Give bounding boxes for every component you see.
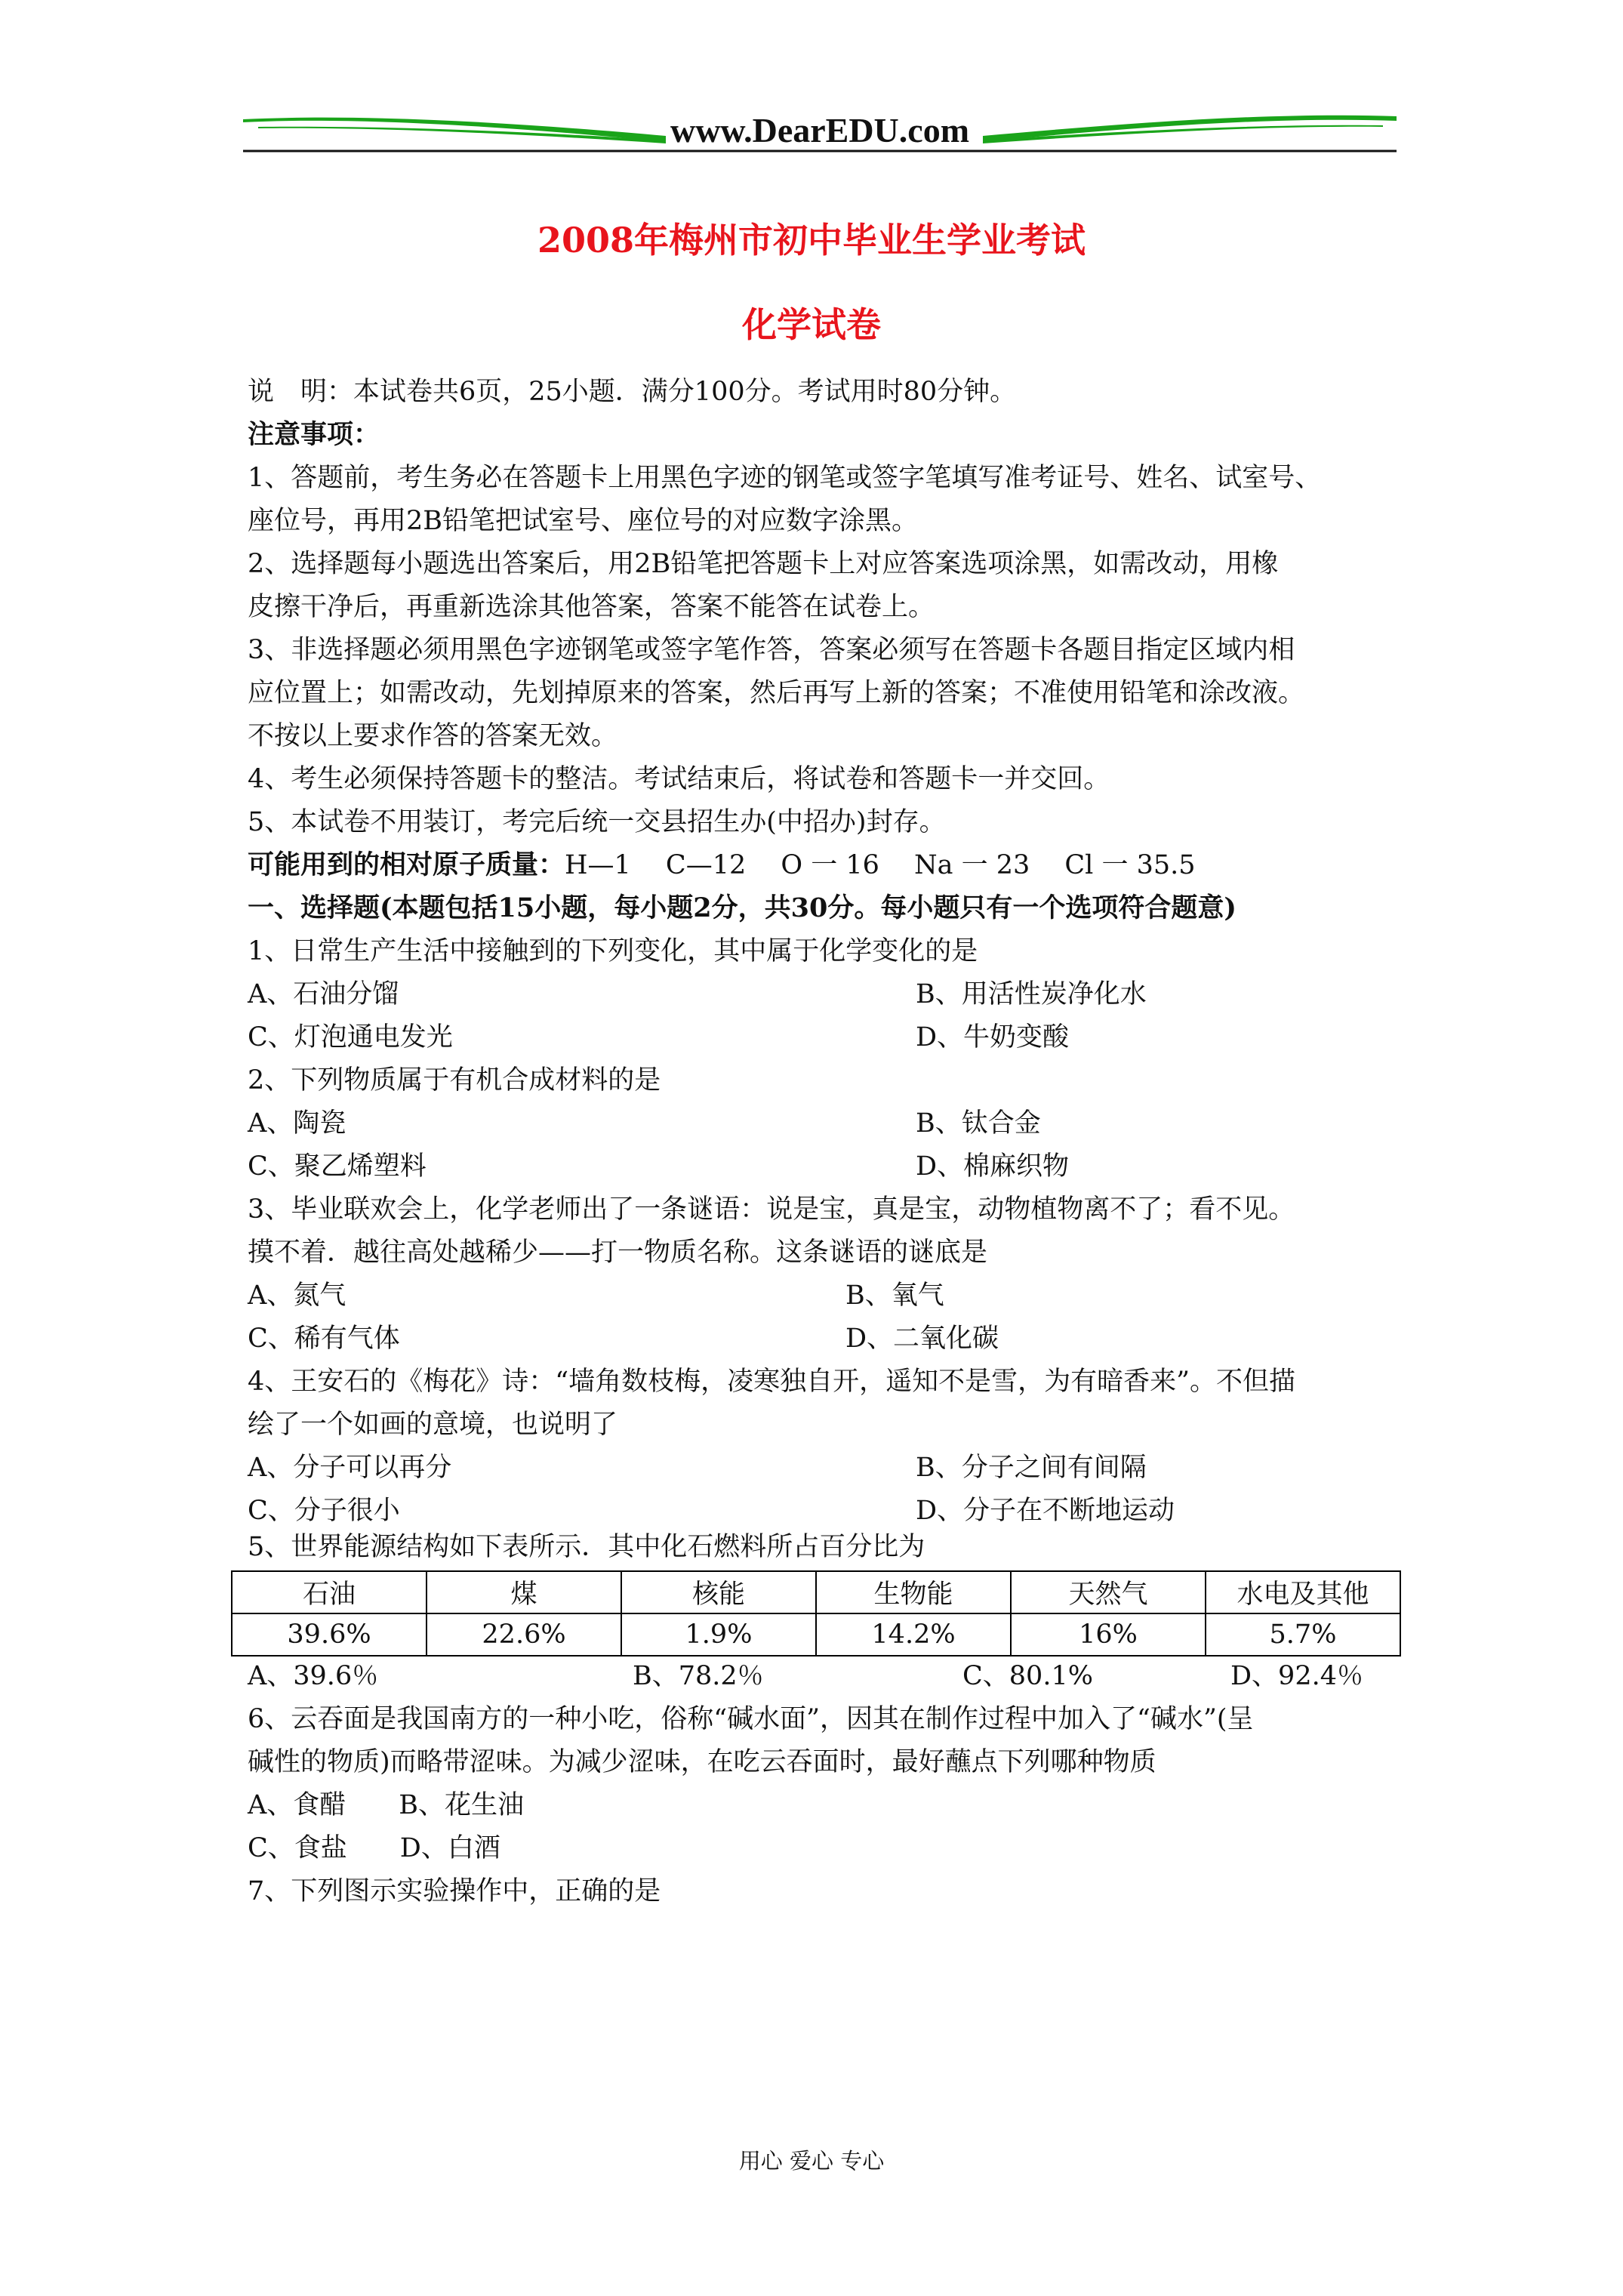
energy-structure-table: [231, 1570, 1401, 1657]
question-2-option-a: A、陶瓷: [248, 1108, 346, 1139]
table-header-row: [232, 1571, 1400, 1613]
question-2-option-d: D、棉麻织物: [916, 1151, 1070, 1182]
logo-swoosh-graphic: [243, 106, 1397, 159]
question-2-stem: 2、下列物质属于有机合成材料的是: [248, 1065, 661, 1096]
question-5-stem: 5、世界能源结构如下表所示．其中化石燃料所占百分比为: [248, 1532, 925, 1562]
question-6-options-ab: A、食醋 B、花生油: [248, 1790, 524, 1820]
question-3-option-a: A、氮气: [248, 1281, 346, 1311]
question-1-stem: 1、日常生产生活中接触到的下列变化，其中属于化学变化的是: [248, 936, 978, 966]
table-header-cell: 天然气: [1011, 1571, 1206, 1613]
atomic-mass-line: [248, 849, 1196, 882]
question-2-option-c: C、聚乙烯塑料: [248, 1151, 427, 1182]
table-cell: 1.9%: [621, 1613, 816, 1656]
question-2-option-b: B、钛合金: [916, 1108, 1041, 1139]
question-6-options-cd: C、食盐 D、白酒: [248, 1833, 500, 1863]
note-2-line-1: 2、选择题每小题选出答案后，用2B铅笔把答题卡上对应答案选项涂黑，如需改动，用橡: [248, 549, 1279, 579]
question-4-option-d: D、分子在不断地运动: [916, 1496, 1175, 1526]
note-1-line-1: 1、答题前，考生务必在答题卡上用黑色字迹的钢笔或签字笔填写准考证号、姓名、试室号、: [248, 463, 1322, 493]
question-4-stem-line-1: 4、王安石的《梅花》诗：“墙角数枝梅，凌寒独自开，遥知不是雪，为有暗香来”。不但描: [248, 1367, 1296, 1397]
table-header-cell: 水电及其他: [1206, 1571, 1400, 1613]
question-4-option-b: B、分子之间有间隔: [916, 1453, 1147, 1483]
question-5-option-a: A、39.6％: [248, 1661, 379, 1691]
question-5-option-c: C、80.1%: [962, 1661, 1093, 1691]
site-url-text: www.DearEDU.com: [670, 111, 970, 149]
question-1-option-d: D、牛奶变酸: [916, 1022, 1070, 1052]
question-1-option-a: A、石油分馏: [248, 979, 399, 1009]
question-3-option-d: D、二氧化碳: [845, 1324, 999, 1354]
note-1-line-2: 座位号，再用2B铅笔把试室号、座位号的对应数字涂黑。: [248, 506, 918, 536]
page-footer: 用心 爱心 专心: [738, 2148, 885, 2174]
question-4-stem-line-2: 绘了一个如画的意境，也说明了: [248, 1410, 618, 1440]
exam-subtitle: 化学试卷: [742, 304, 881, 345]
table-header-cell: 生物能: [816, 1571, 1011, 1613]
question-5-option-d: D、92.4％: [1230, 1661, 1363, 1691]
question-6-stem-line-1: 6、云吞面是我国南方的一种小吃，俗称“碱水面”，因其在制作过程中加入了“碱水”(呈: [248, 1704, 1254, 1734]
question-3-stem-line-1: 3、毕业联欢会上，化学老师出了一条谜语：说是宝，真是宝，动物植物离不了；看不见。: [248, 1194, 1295, 1225]
table-cell: 5.7%: [1206, 1613, 1400, 1656]
atomic-mass-label: 可能用到的相对原子质量：: [248, 849, 565, 880]
table-row: [232, 1613, 1400, 1656]
note-3-line-1: 3、非选择题必须用黑色字迹钢笔或签字笔作答，答案必须写在答题卡各题目指定区域内相: [248, 635, 1295, 665]
table-cell: 22.6%: [427, 1613, 621, 1656]
note-3-line-3: 不按以上要求作答的答案无效。: [248, 721, 618, 751]
note-4: 4、考生必须保持答题卡的整洁。考试结束后，将试卷和答题卡一并交回。: [248, 764, 1110, 794]
question-1-option-c: C、灯泡通电发光: [248, 1022, 453, 1052]
question-5-option-b: B、78.2％: [633, 1661, 764, 1691]
site-logo-banner: [243, 106, 1397, 159]
note-5: 5、本试卷不用装订，考完后统一交县招生办(中招办)封存。: [248, 807, 946, 837]
question-1-option-b: B、用活性炭净化水: [916, 979, 1147, 1009]
table-header-cell: 石油: [232, 1571, 427, 1613]
note-3-line-2: 应位置上；如需改动，先划掉原来的答案，然后再写上新的答案；不准使用铅笔和涂改液。: [248, 678, 1305, 708]
question-3-stem-line-2: 摸不着．越往高处越稀少——打一物质名称。这条谜语的谜底是: [248, 1237, 988, 1268]
table-header-cell: 煤: [427, 1571, 621, 1613]
table-cell: 39.6%: [232, 1613, 427, 1656]
table-cell: 16%: [1011, 1613, 1206, 1656]
exam-title: 2008年梅州市初中毕业生学业考试: [537, 220, 1086, 260]
question-4-option-a: A、分子可以再分: [248, 1453, 452, 1483]
instructions-text: 说 明：本试卷共6页，25小题．满分100分。考试用时80分钟。: [248, 377, 1017, 407]
notes-heading: 注意事项：: [248, 419, 380, 450]
question-3-option-c: C、稀有气体: [248, 1324, 400, 1354]
note-2-line-2: 皮擦干净后，再重新选涂其他答案，答案不能答在试卷上。: [248, 592, 935, 622]
question-7-stem: 7、下列图示实验操作中，正确的是: [248, 1876, 661, 1906]
question-4-option-c: C、分子很小: [248, 1496, 400, 1526]
table-cell: 14.2%: [816, 1613, 1011, 1656]
table-header-cell: 核能: [621, 1571, 816, 1613]
section-1-heading: 一、选择题(本题包括15小题，每小题2分，共30分。每小题只有一个选项符合题意): [248, 892, 1236, 923]
atomic-mass-values: H—1 C—12 O 一 16 Na 一 23 Cl 一 35.5: [565, 850, 1196, 880]
question-6-stem-line-2: 碱性的物质)而略带涩味。为减少涩味，在吃云吞面时，最好蘸点下列哪种物质: [248, 1747, 1156, 1777]
question-3-option-b: B、氧气: [845, 1281, 944, 1311]
